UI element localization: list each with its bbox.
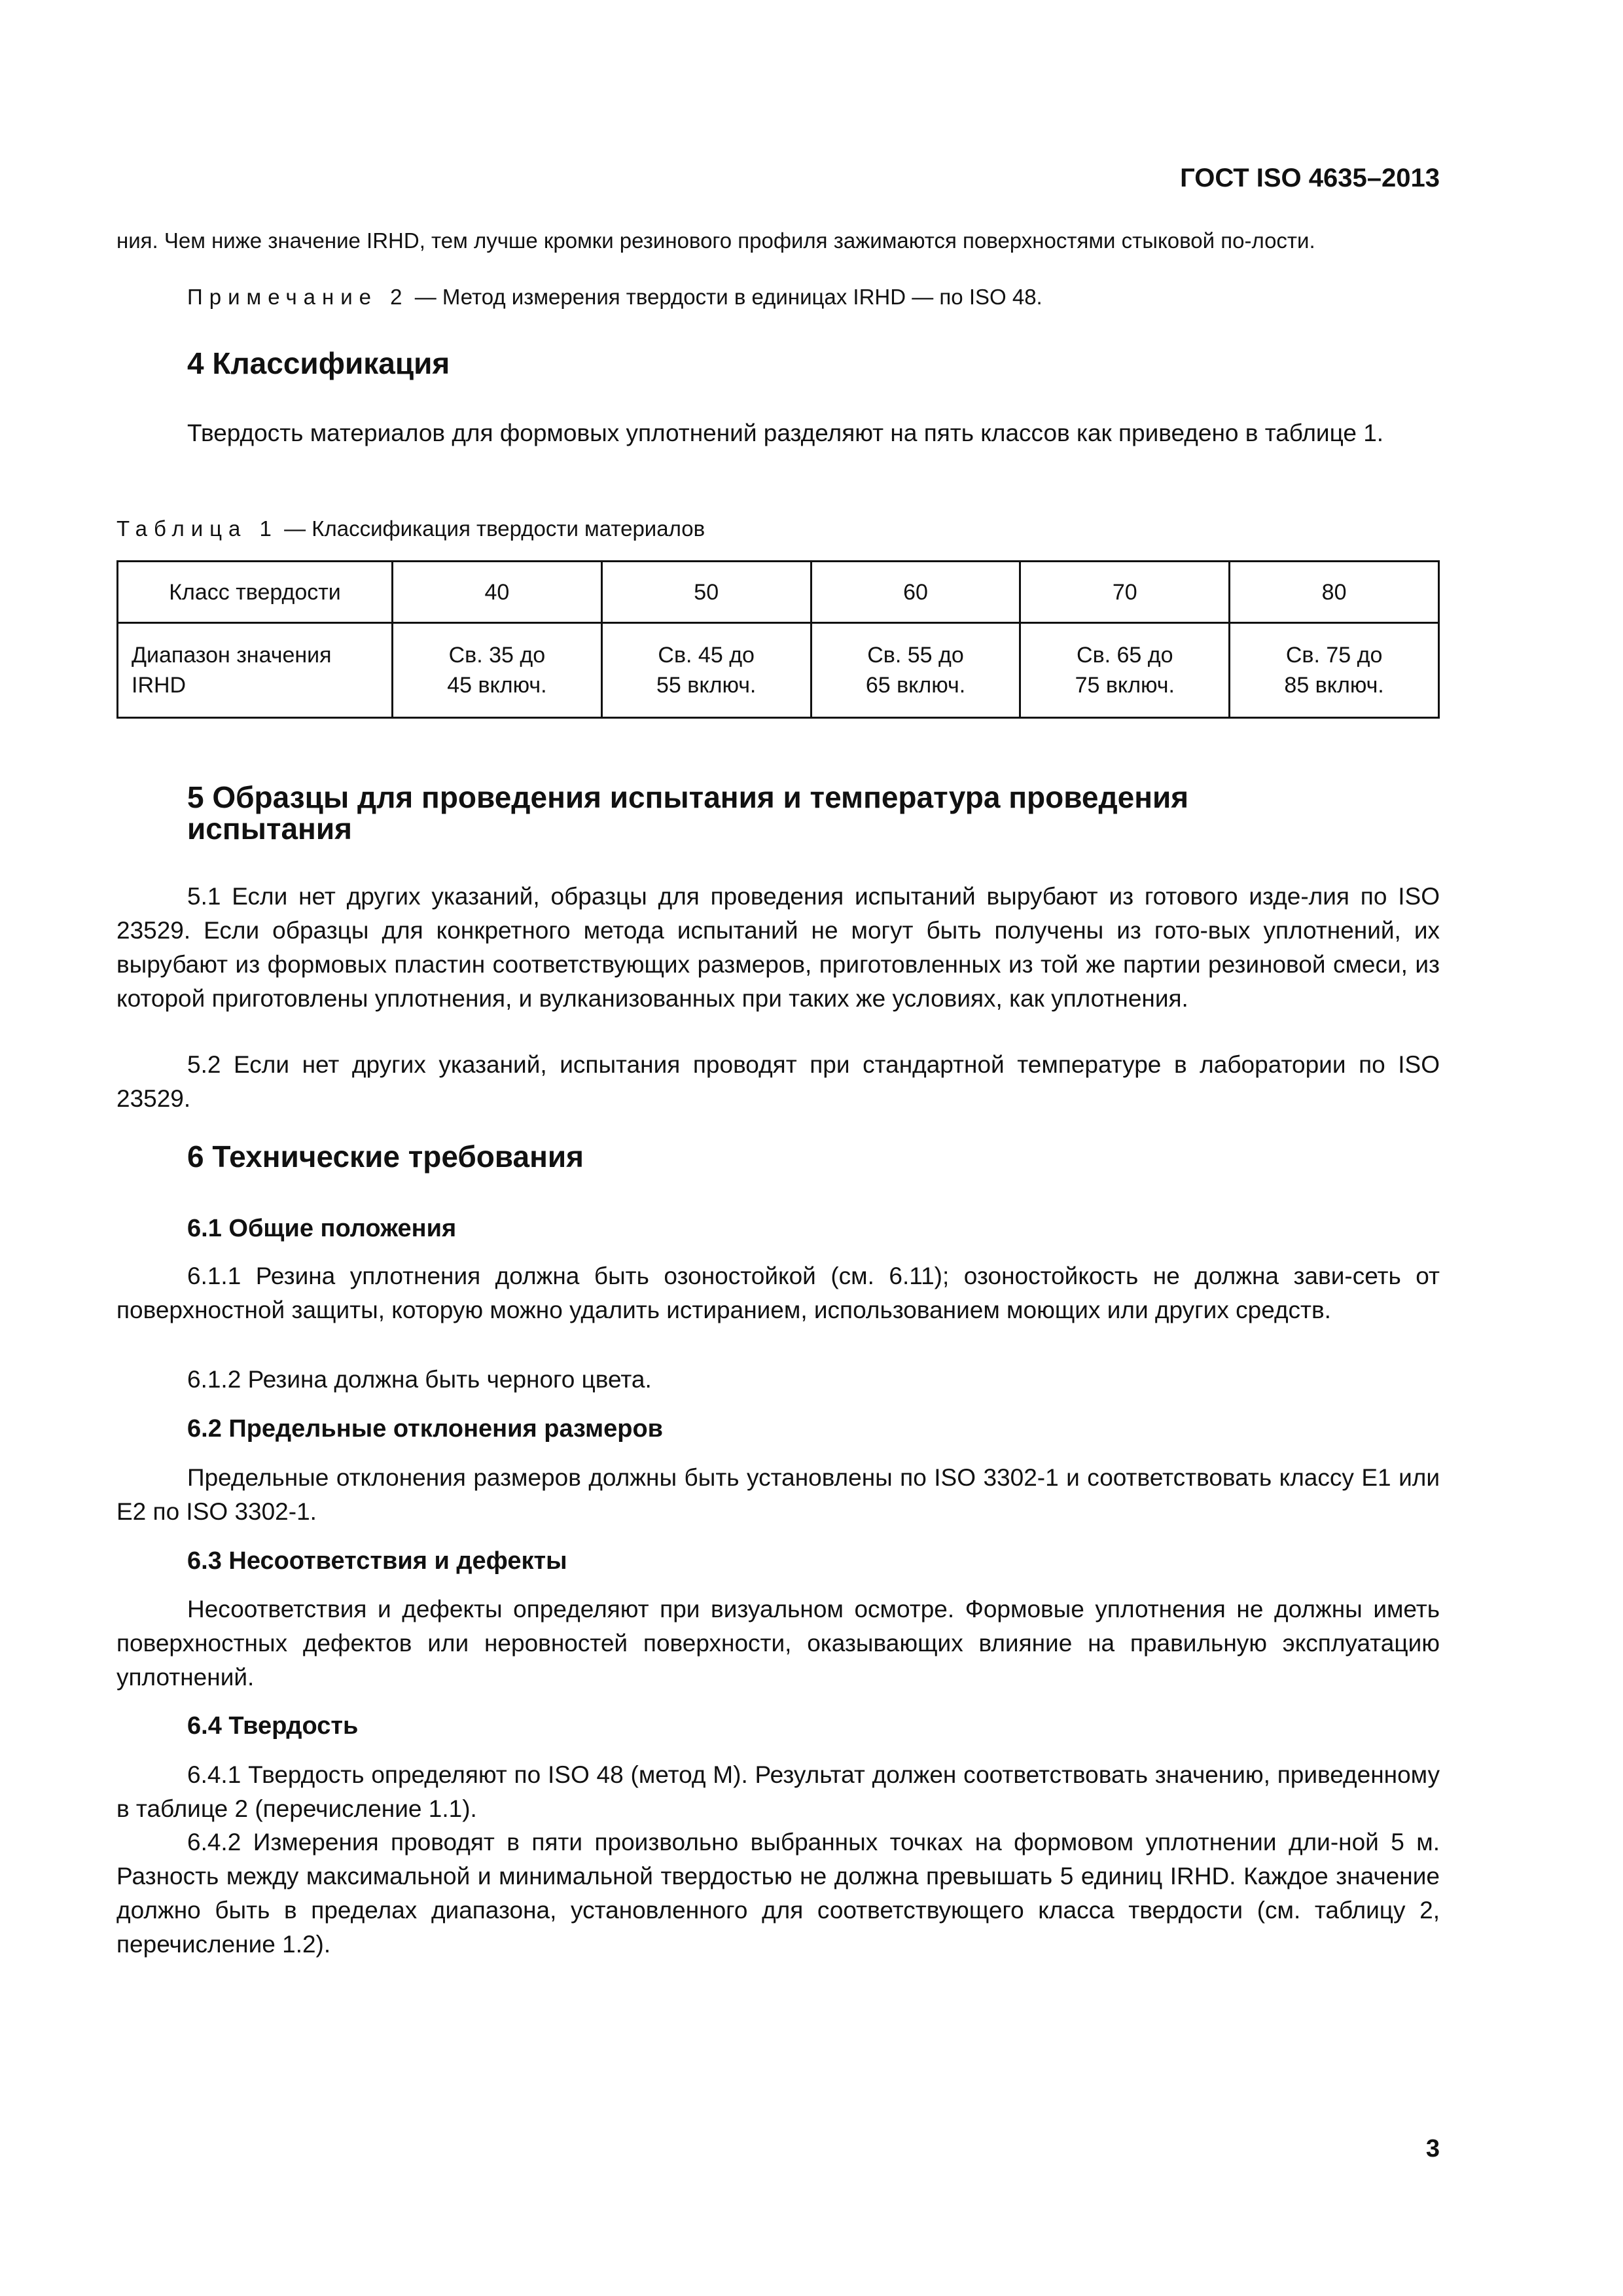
table-row	[118, 562, 1439, 623]
table-cell-range	[1230, 623, 1439, 718]
paragraph-6-1-2: 6.1.2 Резина должна быть черного цвета.	[187, 1366, 652, 1393]
table-cell-class: 70	[1020, 562, 1230, 623]
section-5-title	[116, 781, 1440, 844]
cell-line: 75 включ.	[1075, 673, 1175, 698]
table-cell-class: 50	[601, 562, 811, 623]
subsection-6-2-title: 6.2 Предельные отклонения размеров	[187, 1415, 664, 1443]
section-5-title-line: испытания	[187, 812, 352, 846]
table-cell-range	[1020, 623, 1230, 718]
paragraph-5-2: 5.2 Если нет других указаний, испытания проводят при стандартной температуре в лаборатории по ISO 23529.	[116, 1051, 1440, 1112]
table-1-caption	[116, 514, 1440, 543]
cell-line: Св. 45 до	[658, 643, 755, 668]
note-label: Примечание 2	[187, 285, 409, 309]
table-cell-label	[118, 623, 393, 718]
table-caption-text: — Классификация твердости материалов	[277, 516, 705, 541]
paragraph-6-4-1: 6.4.1 Твердость определяют по ISO 48 (метод М). Результат должен соответствовать значению, приведенному в таблице 2 (перечисление 1.1).	[116, 1761, 1440, 1822]
section-4-title: 4 Классификация	[187, 346, 450, 380]
paragraph-6-4-2: 6.4.2 Измерения проводят в пяти произвольно выбранных точках на формовом уплотнении дли-ной 5 м. Разность между максимальной и минимальной твердостью не должна превышать 5 единиц IRHD. Каждое значение должно быть в пределах диапазона, установленного для соответствующего класса твердости (см. таблицу 2, перечисление 1.2).	[116, 1829, 1440, 1958]
cell-line: 55 включ.	[656, 673, 757, 698]
document-header: ГОСТ ISO 4635–2013	[1180, 164, 1440, 192]
table-cell-label: Класс твердости	[118, 562, 393, 623]
cell-line: Св. 65 до	[1077, 643, 1173, 668]
paragraph-5-1: 5.1 Если нет других указаний, образцы для проведения испытаний вырубают из готового изде-лия по ISO 23529. Если образцы для конкретного метода испытаний не могут быть получены из гото-вых уплотнений, их вырубают из формовых пластин соответствующих размеров, приготовленных из той же партии резиновой смеси, из которой приготовлены уплотнения, и вулканизованных при таких же условиях, как уплотнения.	[116, 883, 1440, 1012]
subsection-6-1-title: 6.1 Общие положения	[187, 1215, 457, 1242]
table-cell-range	[811, 623, 1020, 718]
document-page	[116, 0, 1440, 2296]
cell-line: IRHD	[132, 673, 187, 698]
note-2	[116, 283, 1440, 312]
cell-line: Св. 35 до	[448, 643, 546, 668]
table-cell-class: 40	[393, 562, 602, 623]
cell-line: 45 включ.	[447, 673, 547, 698]
table-cell-range	[393, 623, 602, 718]
paragraph-6-1-1: 6.1.1 Резина уплотнения должна быть озоностойкой (см. 6.11); озоностойкость не должна зави-сеть от поверхностной защиты, которую можно удалить истиранием, использованием моющих или других средств.	[116, 1263, 1440, 1323]
cell-line: 85 включ.	[1284, 673, 1384, 698]
table-cell-class: 60	[811, 562, 1020, 623]
cell-line: Диапазон значения	[132, 643, 332, 668]
table-row	[118, 623, 1439, 718]
continuation-paragraph: ния. Чем ниже значение IRHD, тем лучше кромки резинового профиля зажимаются поверхностями стыковой по-лости.	[116, 228, 1315, 253]
hardness-classification-table	[116, 560, 1440, 719]
section-6-title: 6 Технические требования	[187, 1139, 584, 1174]
section-5-title-line: 5 Образцы для проведения испытания и температура проведения	[187, 780, 1189, 814]
section-4-text: Твердость материалов для формовых уплотнений разделяют на пять классов как приведено в таблице 1.	[187, 420, 1384, 446]
page-number: 3	[1425, 2135, 1440, 2162]
cell-line: 65 включ.	[865, 673, 966, 698]
table-cell-class: 80	[1230, 562, 1439, 623]
subsection-6-3-title: 6.3 Несоответствия и дефекты	[187, 1547, 567, 1575]
subsection-6-4-title: 6.4 Твердость	[187, 1712, 359, 1740]
table-caption-label: Таблица 1	[116, 516, 278, 541]
cell-line: Св. 55 до	[867, 643, 964, 668]
cell-line: Св. 75 до	[1285, 643, 1383, 668]
paragraph-6-2: Предельные отклонения размеров должны быть установлены по ISO 3302-1 и соответствовать классу Е1 или Е2 по ISO 3302-1.	[116, 1464, 1440, 1525]
paragraph-6-3: Несоответствия и дефекты определяют при визуальном осмотре. Формовые уплотнения не должны иметь поверхностных дефектов или неровностей поверхности, оказывающих влияние на правильную эксплуатацию уплотнений.	[116, 1596, 1440, 1691]
note-text: — Метод измерения твердости в единицах IRHD — по ISO 48.	[408, 285, 1043, 309]
table-cell-range	[601, 623, 811, 718]
